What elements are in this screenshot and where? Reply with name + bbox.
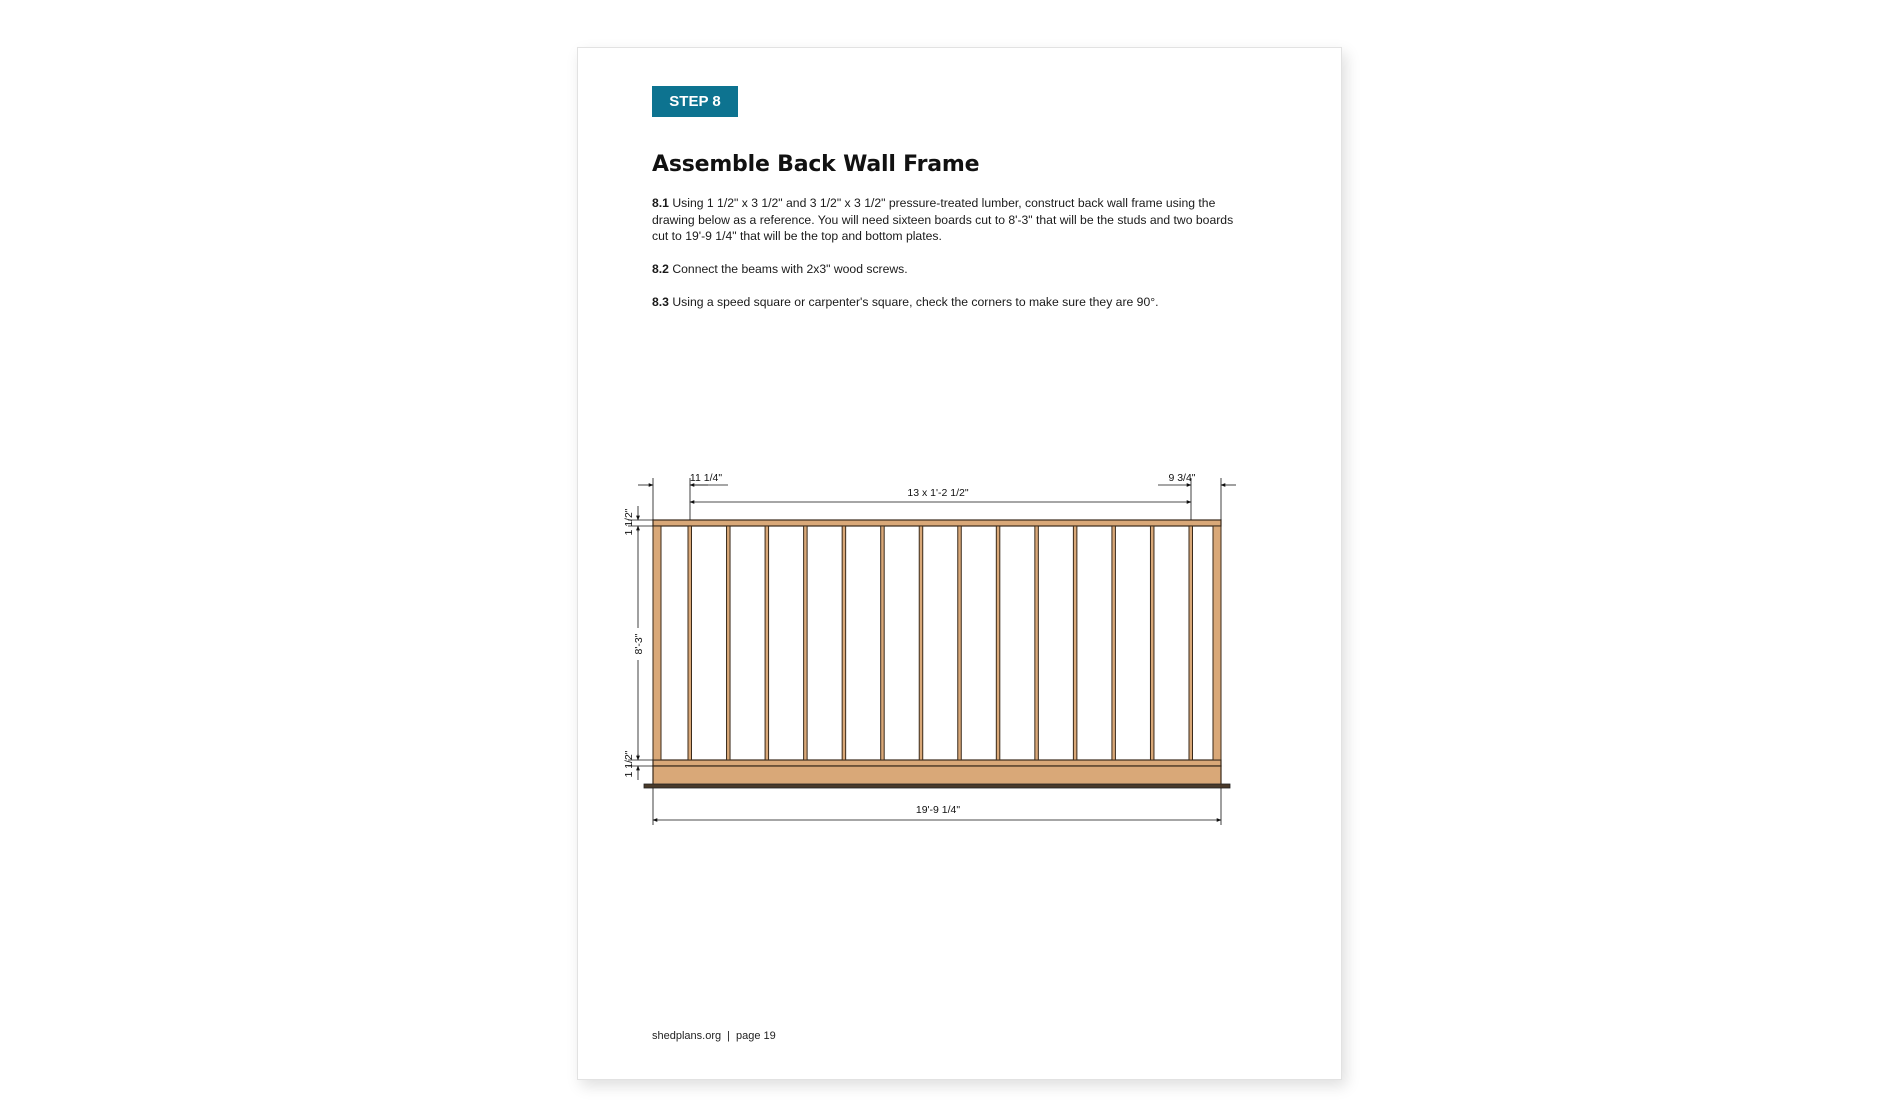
stud	[688, 526, 692, 760]
wall-frame-drawing	[618, 408, 1258, 838]
end-stud-right	[1213, 526, 1221, 760]
stud	[804, 526, 808, 760]
end-stud-left	[653, 526, 661, 760]
document-page	[577, 47, 1342, 1080]
stud	[1189, 526, 1193, 760]
dim-bottom-plate: 1 1/2"	[623, 750, 635, 778]
dim-stud-height: 8'-3"	[633, 633, 645, 655]
instruction-8-3	[652, 294, 1252, 311]
page-footer	[652, 1030, 776, 1042]
base-line	[644, 784, 1230, 788]
instruction-number: 8.2	[652, 262, 669, 276]
dim-stud-spacing: 13 x 1'-2 1/2"	[907, 487, 969, 499]
stud	[1073, 526, 1077, 760]
page-title: Assemble Back Wall Frame	[652, 152, 980, 177]
instruction-8-1	[652, 195, 1252, 245]
stud	[996, 526, 1000, 760]
stud	[919, 526, 923, 760]
instruction-number: 8.1	[652, 196, 669, 210]
stud	[881, 526, 885, 760]
stud	[1150, 526, 1154, 760]
top-plate	[653, 520, 1221, 526]
sill-beam	[653, 766, 1221, 785]
stud	[1035, 526, 1039, 760]
dim-right-offset: 9 3/4"	[1168, 472, 1196, 484]
dim-total-width: 19'-9 1/4"	[915, 804, 961, 816]
stud	[842, 526, 846, 760]
bottom-plate	[653, 760, 1221, 766]
dim-top-plate: 1 1/2"	[623, 508, 635, 536]
wall-frame	[644, 520, 1230, 788]
stud	[958, 526, 962, 760]
stud	[765, 526, 769, 760]
instruction-8-2	[652, 261, 1252, 278]
step-badge: STEP 8	[652, 86, 738, 117]
stud	[1112, 526, 1116, 760]
studs	[653, 526, 1221, 760]
stud	[727, 526, 731, 760]
dim-left-offset: 11 1/4"	[689, 472, 723, 484]
instruction-text: Using 1 1/2" x 3 1/2" and 3 1/2" x 3 1/2" pressure-treated lumber, construct back wall frame using the drawing below as a reference. You will need sixteen boards cut to 8'-3" that will be the studs and two boards cut to 19'-9 1/4" that will be the top and bottom plates.	[652, 196, 1234, 243]
instruction-text: Using a speed square or carpenter's square, check the corners to make sure they are 90°.	[672, 295, 1159, 309]
footer-page-number: page 19	[735, 1030, 776, 1042]
instruction-text: Connect the beams with 2x3" wood screws.	[672, 262, 908, 276]
instruction-number: 8.3	[652, 295, 669, 309]
footer-separator: |	[727, 1030, 730, 1042]
footer-site: shedplans.org	[652, 1030, 722, 1042]
